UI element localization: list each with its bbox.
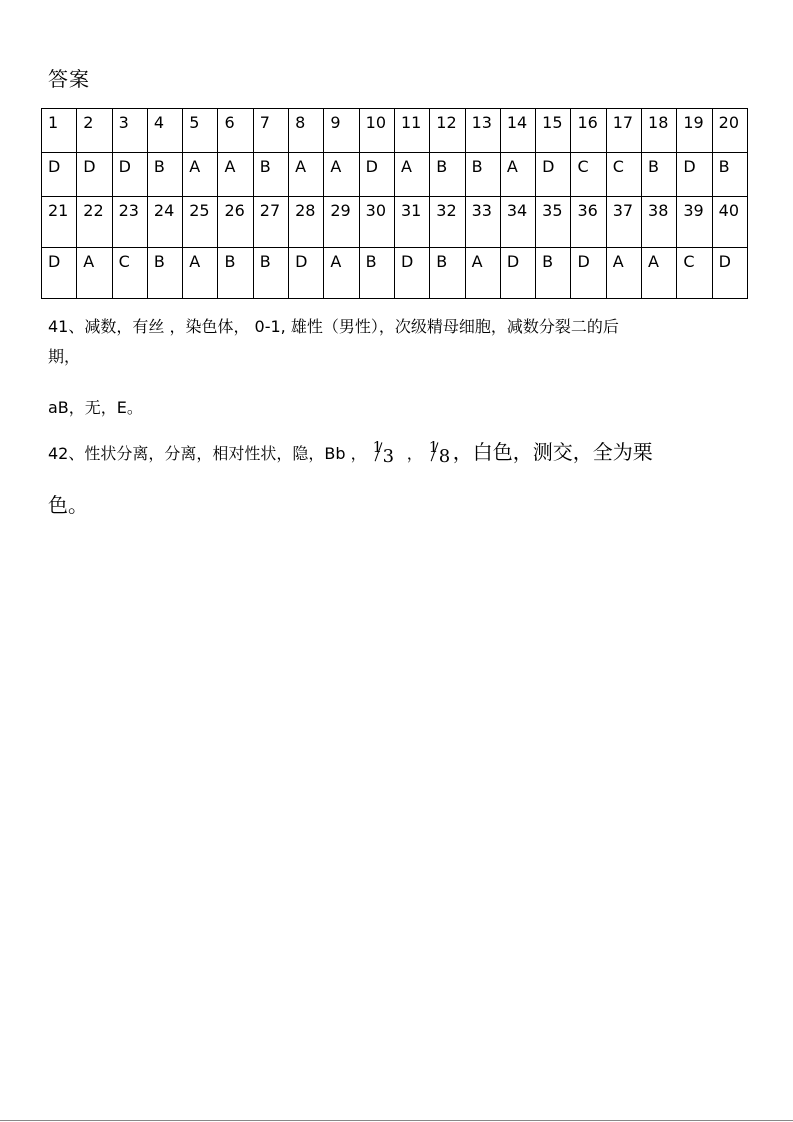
question-number-cell: 37: [606, 197, 641, 248]
answer-cell: D: [289, 248, 324, 299]
question-number-cell: 32: [430, 197, 465, 248]
question-number-cell: 9: [324, 109, 359, 153]
answer-cell: D: [42, 248, 77, 299]
question-number-cell: 7: [253, 109, 288, 153]
answer-cell: A: [183, 153, 218, 197]
table-row: [42, 248, 748, 299]
q42-line-1: [48, 437, 653, 469]
question-number-cell: 3: [112, 109, 147, 153]
answer-cell: A: [324, 153, 359, 197]
question-number-cell: 8: [289, 109, 324, 153]
answer-cell: D: [500, 248, 535, 299]
question-number-cell: 27: [253, 197, 288, 248]
answer-cell: B: [430, 153, 465, 197]
question-number-cell: 30: [359, 197, 394, 248]
answer-cell: D: [394, 248, 429, 299]
question-number-cell: 15: [536, 109, 571, 153]
fraction-numerator: 1: [372, 438, 383, 456]
table-row: [42, 197, 748, 248]
q41-line-2: 期，: [48, 347, 81, 366]
fraction-one-third: [367, 438, 397, 468]
answer-cell: D: [359, 153, 394, 197]
answer-cell: D: [677, 153, 712, 197]
q41-line-3: aB，无，E。: [48, 398, 143, 417]
question-number-cell: 24: [147, 197, 182, 248]
answer-cell: B: [536, 248, 571, 299]
question-number-cell: 5: [183, 109, 218, 153]
page-bottom-rule: [0, 1120, 793, 1121]
answer-cell: B: [642, 153, 677, 197]
answer-cell: D: [571, 248, 606, 299]
fraction-denominator: 3: [382, 446, 395, 467]
answer-table: [41, 108, 748, 299]
answer-cell: A: [642, 248, 677, 299]
question-number-cell: 34: [500, 197, 535, 248]
answer-cell: B: [253, 248, 288, 299]
question-number-cell: 39: [677, 197, 712, 248]
question-number-cell: 21: [42, 197, 77, 248]
answer-cell: A: [394, 153, 429, 197]
answer-cell: A: [289, 153, 324, 197]
question-number-cell: 33: [465, 197, 500, 248]
q42-prefix: 42、性状分离，分离，相对性状，隐，Bb ，: [48, 444, 367, 463]
answer-cell: C: [571, 153, 606, 197]
answer-cell: A: [500, 153, 535, 197]
question-number-cell: 1: [42, 109, 77, 153]
question-number-cell: 28: [289, 197, 324, 248]
answer-cell: B: [430, 248, 465, 299]
question-number-cell: 26: [218, 197, 253, 248]
answer-cell: A: [218, 153, 253, 197]
question-number-cell: 16: [571, 109, 606, 153]
q41-line-1: 41、减数，有丝 ，染色体， 0-1, 雄性（男性），次级精母细胞，减数分裂二的后: [48, 317, 619, 336]
question-number-cell: 17: [606, 109, 641, 153]
answer-cell: D: [77, 153, 112, 197]
question-number-cell: 4: [147, 109, 182, 153]
answer-cell: B: [253, 153, 288, 197]
page-title: 答案: [48, 67, 90, 91]
q42-separator: ，: [396, 444, 423, 463]
fraction-numerator: 1: [428, 438, 439, 456]
answer-cell: B: [712, 153, 747, 197]
question-number-cell: 36: [571, 197, 606, 248]
answer-cell: A: [606, 248, 641, 299]
answer-cell: D: [42, 153, 77, 197]
answer-cell: B: [465, 153, 500, 197]
answer-cell: C: [112, 248, 147, 299]
question-number-cell: 29: [324, 197, 359, 248]
answer-cell: B: [147, 248, 182, 299]
question-number-cell: 22: [77, 197, 112, 248]
answer-cell: B: [218, 248, 253, 299]
question-number-cell: 6: [218, 109, 253, 153]
answer-cell: D: [112, 153, 147, 197]
answer-cell: A: [183, 248, 218, 299]
answer-cell: C: [606, 153, 641, 197]
question-number-cell: 18: [642, 109, 677, 153]
question-number-cell: 12: [430, 109, 465, 153]
question-number-cell: 14: [500, 109, 535, 153]
question-number-cell: 19: [677, 109, 712, 153]
answer-cell: A: [77, 248, 112, 299]
answer-cell: D: [712, 248, 747, 299]
table-row: [42, 109, 748, 153]
question-number-cell: 10: [359, 109, 394, 153]
question-number-cell: 13: [465, 109, 500, 153]
question-number-cell: 25: [183, 197, 218, 248]
question-number-cell: 31: [394, 197, 429, 248]
question-number-cell: 38: [642, 197, 677, 248]
answer-cell: C: [677, 248, 712, 299]
q42-line-2: 色。: [48, 493, 88, 517]
question-number-cell: 23: [112, 197, 147, 248]
question-number-cell: 40: [712, 197, 747, 248]
question-number-cell: 2: [77, 109, 112, 153]
answer-cell: A: [324, 248, 359, 299]
answer-cell: D: [536, 153, 571, 197]
question-number-cell: 35: [536, 197, 571, 248]
fraction-one-eighth: [423, 438, 453, 468]
question-number-cell: 11: [394, 109, 429, 153]
question-number-cell: 20: [712, 109, 747, 153]
table-row: [42, 153, 748, 197]
answer-cell: B: [147, 153, 182, 197]
answer-cell: B: [359, 248, 394, 299]
answer-cell: A: [465, 248, 500, 299]
fraction-denominator: 8: [438, 446, 451, 467]
q42-suffix: ，白色，测交，全为栗: [452, 440, 653, 464]
